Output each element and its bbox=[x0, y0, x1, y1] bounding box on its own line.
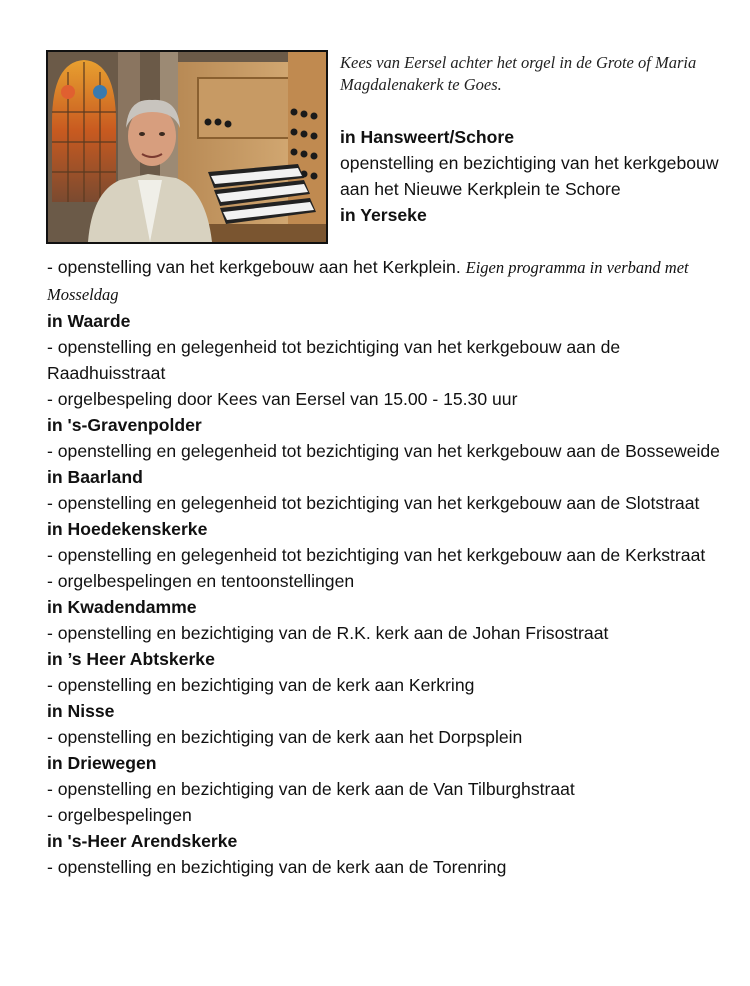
yerseke-line bbox=[47, 254, 737, 308]
heading-yerseke: in Yerseke bbox=[340, 205, 427, 225]
hansweert-line: openstelling en bezichtiging van het kerkgebouw aan het Nieuwe Kerkplein te Schore bbox=[340, 153, 719, 199]
heading-heer-arendskerke: in 's-Heer Arendskerke bbox=[47, 831, 238, 851]
list-item: - openstelling en gelegenheid tot bezichtiging van het kerkgebouw aan de Kerkstraat bbox=[47, 545, 706, 565]
list-item: - openstelling en gelegenheid tot bezichtiging van het kerkgebouw aan de Bosseweide bbox=[47, 441, 720, 461]
yerseke-line-text: - openstelling van het kerkgebouw aan het Kerkplein. bbox=[47, 257, 466, 277]
heading-gravenpolder: in 's-Gravenpolder bbox=[47, 415, 202, 435]
heading-kwadendamme: in Kwadendamme bbox=[47, 597, 197, 617]
heading-baarland: in Baarland bbox=[47, 467, 143, 487]
list-item: - openstelling en gelegenheid tot bezichtiging van het kerkgebouw aan de Slotstraat bbox=[47, 493, 700, 513]
list-item: - openstelling en bezichtiging van de kerk aan Kerkring bbox=[47, 675, 475, 695]
list-item: - orgelbespeling door Kees van Eersel van 15.00 - 15.30 uur bbox=[47, 389, 518, 409]
yerseke-note: Eigen programma in verband met Mosseldag bbox=[47, 258, 689, 304]
list-item: - orgelbespelingen bbox=[47, 805, 192, 825]
right-column bbox=[340, 124, 720, 228]
main-list bbox=[47, 254, 737, 880]
list-item: - openstelling en bezichtiging van de R.K. kerk aan de Johan Frisostraat bbox=[47, 623, 609, 643]
heading-nisse: in Nisse bbox=[47, 701, 115, 721]
photo-caption: Kees van Eersel achter het orgel in de Grote of Maria Magdalenakerk te Goes. bbox=[340, 53, 697, 94]
heading-driewegen: in Driewegen bbox=[47, 753, 157, 773]
organ-photo-icon bbox=[48, 52, 326, 242]
list-item: - openstelling en bezichtiging van de kerk aan het Dorpsplein bbox=[47, 727, 523, 747]
heading-hoedekenskerke: in Hoedekenskerke bbox=[47, 519, 208, 539]
list-item: - openstelling en bezichtiging van de kerk aan de Van Tilburghstraat bbox=[47, 779, 575, 799]
heading-heer-abtskerke: in ’s Heer Abtskerke bbox=[47, 649, 215, 669]
heading-waarde: in Waarde bbox=[47, 311, 131, 331]
heading-hansweert: in Hansweert/Schore bbox=[340, 127, 515, 147]
list-item: - openstelling en gelegenheid tot bezichtiging van het kerkgebouw aan de Raadhuisstraat bbox=[47, 337, 621, 383]
list-item: - orgelbespelingen en tentoonstellingen bbox=[47, 571, 355, 591]
list-item: - openstelling en bezichtiging van de kerk aan de Torenring bbox=[47, 857, 507, 877]
organ-photo bbox=[46, 50, 328, 244]
